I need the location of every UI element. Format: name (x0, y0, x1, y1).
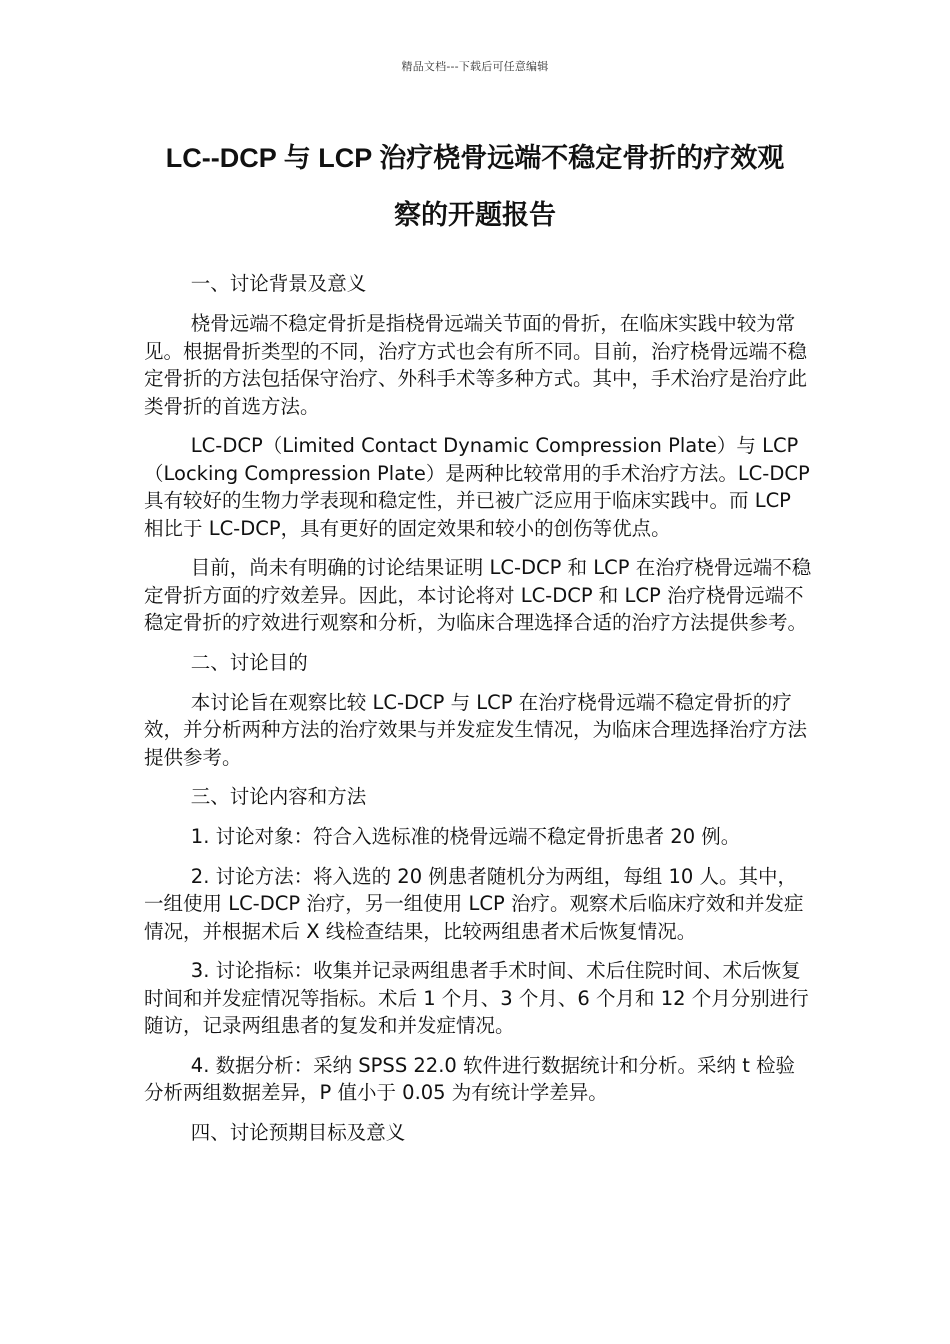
section-heading-methods: 三、讨论内容和方法 (190, 785, 367, 808)
paragraph-methods-analysis: 4. 数据分析：采纳 SPSS 22.0 软件进行数据统计和分析。采纳 t 检验分析两组数据差异，P 值小于 0.05 为有统计学差异。 (144, 1053, 796, 1104)
section-heading-background: 一、讨论背景及意义 (190, 272, 367, 295)
header-note: 精品文档---下载后可任意编辑 (401, 60, 549, 73)
paragraph-background-1: 桡骨远端不稳定骨折是指桡骨远端关节面的骨折，在临床实践中较为常见。根据骨折类型的不同，治疗方式也会有所不同。目前，治疗桡骨远端不稳定骨折的方法包括保守治疗、外科手术等多种方式。其中，手术治疗是治疗此类骨折的首选方法。 (144, 312, 808, 418)
paragraph-purpose: 本讨论旨在观察比较 LC-DCP 与 LCP 在治疗桡骨远端不稳定骨折的疗效，并分析两种方法的治疗效果与并发症发生情况，为临床合理选择治疗方法提供参考。 (144, 690, 808, 769)
paragraph-background-3: 目前，尚未有明确的讨论结果证明 LC-DCP 和 LCP 在治疗桡骨远端不稳定骨折方面的疗效差异。因此，本讨论将对 LC-DCP 和 LCP 治疗桡骨远端不稳定骨折的疗效进行观察和分析，为临床合理选择合适的治疗方法提供参考。 (144, 556, 812, 634)
document-title (120, 130, 830, 244)
section-heading-goals: 四、讨论预期目标及意义 (190, 1120, 406, 1144)
title-line-2: 察的开题报告 (394, 200, 556, 230)
paragraph-methods-subjects: 1. 讨论对象：符合入选标准的桡骨远端不稳定骨折患者 20 例。 (190, 825, 741, 848)
document-body (144, 270, 812, 1159)
title-line-1: LC--DCP 与 LCP 治疗桡骨远端不稳定骨折的疗效观 (165, 143, 785, 173)
paragraph-methods-indicators: 3. 讨论指标：收集并记录两组患者手术时间、术后住院时间、术后恢复时间和并发症情况等指标。术后 1 个月、3 个月、6 个月和 12 个月分别进行随访，记录两组患者的复发和并发症情况。 (144, 959, 809, 1037)
paragraph-methods-procedure: 2. 讨论方法：将入选的 20 例患者随机分为两组，每组 10 人。其中，一组使用 LC-DCP 治疗，另一组使用 LCP 治疗。观察术后临床疗效和并发症情况，并根据术后 X 线检查结果，比较两组患者术后恢复情况。 (144, 864, 804, 943)
section-heading-purpose: 二、讨论目的 (190, 650, 308, 674)
paragraph-background-2: LC-DCP（Limited Contact Dynamic Compression Plate）与 LCP（Locking Compression Plate）是两种比较常用的手术治疗方法。LC-DCP 具有较好的生物力学表现和稳定性，并已被广泛应用于临床实践中。而 LCP 相比于 LC-DCP，具有更好的固定效果和较小的创伤等优点。 (144, 434, 810, 540)
